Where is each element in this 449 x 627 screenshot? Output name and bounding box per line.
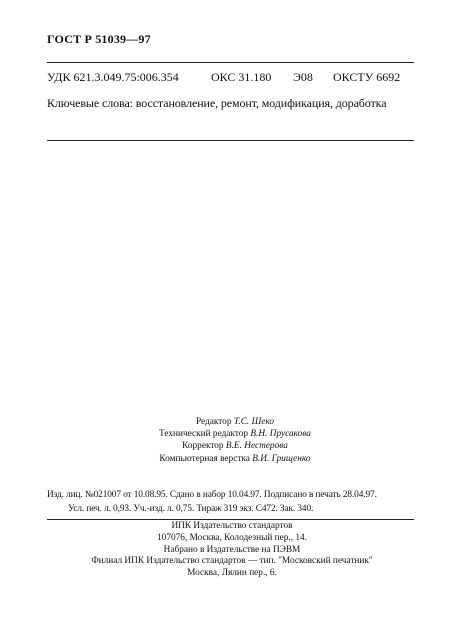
printer-line: ИПК Издательство стандартов [171,521,293,531]
staff-row-layout [100,453,370,465]
printer-line: Москва, Лялин пер., 6. [187,568,277,579]
staff-role: Корректор [182,441,224,452]
udk-code: УДК 621.3.049.75:006.354 [47,70,179,84]
editorial-staff [100,416,370,465]
staff-role: Технический редактор [159,429,249,440]
printer-line: 107076, Москва, Колодезный пер., 14. [157,532,307,543]
oks-code: ОКС 31.180 [211,70,272,84]
printer-line: Набрано в Издательстве на ПЭВМ [163,544,301,555]
printer-info [47,521,417,580]
staff-row-tech-editor [100,428,370,440]
staff-name: Т.С. Шеко [233,417,275,427]
staff-row-editor [100,416,370,428]
okstu-code: ОКСТУ 6692 [333,70,401,84]
staff-row-corrector [100,440,370,452]
top-divider [47,62,414,63]
group-code: Э08 [293,70,313,84]
staff-name: В.И. Грищенко [252,453,311,464]
staff-name: В.Н. Прусакова [250,429,311,440]
imprint-line-2: Усл. печ. л. 0,93. Уч.-изд. л. 0,75. Тираж 319 экз. С472. Зак. 340. [68,504,314,514]
keywords-line: Ключевые слова: восстановление, ремонт, модификация, доработка [47,96,387,110]
standard-number: ГОСТ Р 51039—97 [47,32,151,46]
staff-role: Редактор [195,417,232,427]
keywords-divider [47,140,414,141]
staff-role: Компьютерная верстка [159,453,250,464]
imprint-divider [47,519,414,520]
printer-line: Филиал ИПК Издательство стандартов — тип. "Московский печатник" [91,556,373,567]
staff-name: В.Е. Нестерова [225,441,288,452]
imprint-line-1: Изд. лиц. №021007 от 10.08.95. Сдано в набор 10.04.97. Подписано в печать 28.04.97. [47,490,377,500]
